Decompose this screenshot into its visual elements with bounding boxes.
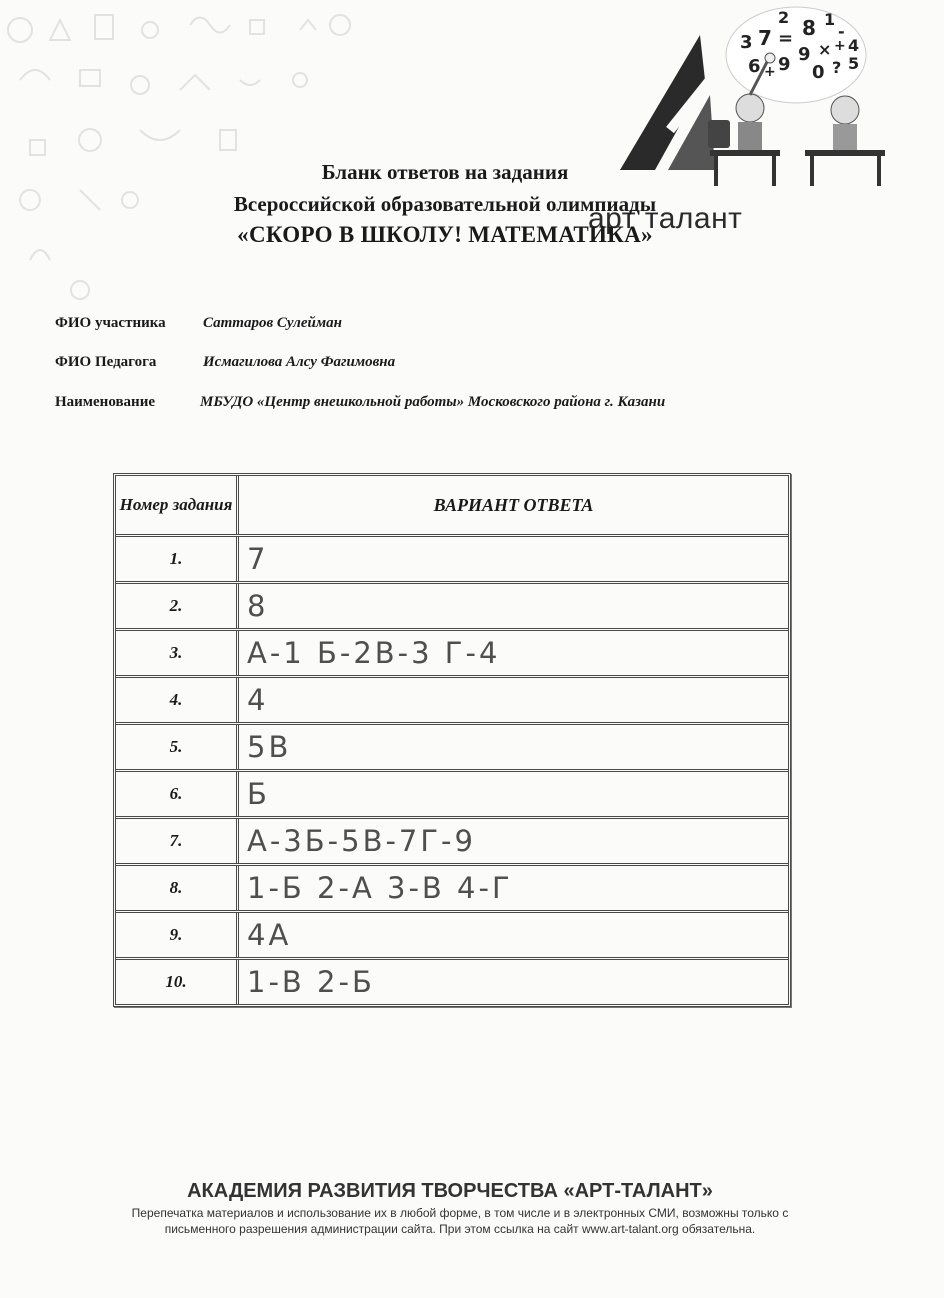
cloud-number: 1 xyxy=(824,10,836,29)
task-number: 7. xyxy=(116,819,239,863)
cloud-symbol: + xyxy=(764,64,776,80)
table-row xyxy=(116,960,788,1004)
teacher-value: Исмагилова Алсу Фагимовна xyxy=(203,354,396,370)
cloud-number: 7 xyxy=(758,26,772,50)
numbers-cloud xyxy=(740,6,865,86)
task-number: 1. xyxy=(116,537,239,581)
task-number: 5. xyxy=(116,725,239,769)
table-row xyxy=(116,537,788,584)
participant-row xyxy=(55,315,342,332)
cloud-symbol: × xyxy=(818,40,832,59)
cloud-number: 9 xyxy=(798,44,811,65)
handwritten-answer: 7 xyxy=(247,542,269,576)
task-number: 3. xyxy=(116,631,239,675)
form-title-line-1: Бланк ответов на задания xyxy=(321,160,569,184)
table-row xyxy=(116,819,788,866)
handwritten-answer: А-1 Б-2В-3 Г-4 xyxy=(247,636,501,670)
form-title-line-2: Всероссийской образовательной олимпиады xyxy=(233,192,657,216)
participant-value: Саттаров Сулейман xyxy=(203,315,342,331)
cloud-symbol: ? xyxy=(832,58,842,77)
column-header-answer: ВАРИАНТ ОТВЕТА xyxy=(433,494,594,515)
organization-value: МБУДО «Центр внешкольной работы» Московского района г. Казани xyxy=(200,394,666,410)
organization-label: Наименование xyxy=(55,394,155,410)
cloud-number: 8 xyxy=(802,16,816,40)
table-row xyxy=(116,866,788,913)
table-header-row xyxy=(116,476,788,537)
cloud-symbol: + xyxy=(834,38,846,54)
footer-note-line-2: письменного разрешения администрации сайта. При этом ссылка на сайт www.art-talant.org обязательна. xyxy=(164,1221,756,1236)
task-number: 10. xyxy=(116,960,239,1004)
task-number: 2. xyxy=(116,584,239,628)
table-row xyxy=(116,725,788,772)
task-number: 9. xyxy=(116,913,239,957)
table-row xyxy=(116,584,788,631)
handwritten-answer: 5В xyxy=(247,730,292,764)
cloud-number: 5 xyxy=(848,54,860,73)
cloud-number: 6 xyxy=(748,56,761,77)
cloud-number: 3 xyxy=(740,32,753,53)
table-row xyxy=(116,631,788,678)
task-number: 4. xyxy=(116,678,239,722)
cloud-number: 2 xyxy=(778,8,790,27)
task-number: 8. xyxy=(116,866,239,910)
answer-table xyxy=(113,473,791,1007)
task-number: 6. xyxy=(116,772,239,816)
footer-note-line-1: Перепечатка материалов и использование их в любой форме, в том числе и в электронных СМИ, возможны только с xyxy=(131,1206,789,1220)
table-row xyxy=(116,913,788,960)
footer-copyright-note xyxy=(60,1206,860,1237)
cloud-number: 4 xyxy=(848,36,860,55)
column-header-number: Номер задания xyxy=(116,476,239,534)
cloud-symbol: - xyxy=(838,22,845,41)
handwritten-answer: А-3Б-5В-7Г-9 xyxy=(247,824,476,858)
handwritten-answer: 1-В 2-Б xyxy=(247,965,375,999)
cloud-number: 9 xyxy=(778,54,791,75)
handwritten-answer: Б xyxy=(247,777,270,811)
olympiad-name: «СКОРО В ШКОЛУ! МАТЕМАТИКА» xyxy=(237,222,653,247)
cloud-number: 0 xyxy=(812,62,825,83)
participant-label: ФИО участника xyxy=(55,315,166,331)
teacher-label: ФИО Педагога xyxy=(55,354,157,370)
organization-row xyxy=(55,394,666,411)
brand-name: арт талант xyxy=(588,202,743,235)
table-row xyxy=(116,772,788,819)
teacher-row xyxy=(55,354,396,371)
table-row xyxy=(116,678,788,725)
handwritten-answer: 1-Б 2-А 3-В 4-Г xyxy=(247,871,513,905)
handwritten-answer: 8 xyxy=(247,589,269,623)
cloud-symbol: = xyxy=(778,28,794,49)
footer-title: АКАДЕМИЯ РАЗВИТИЯ ТВОРЧЕСТВА «АРТ-ТАЛАНТ» xyxy=(187,1180,713,1202)
handwritten-answer: 4А xyxy=(247,918,292,952)
handwritten-answer: 4 xyxy=(247,683,269,717)
